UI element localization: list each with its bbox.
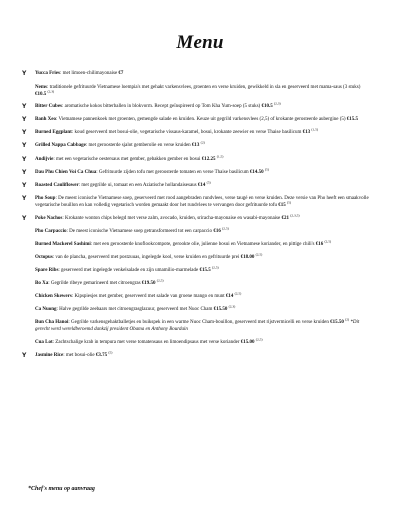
item-name: Grilled Nappa Cabbage (35, 143, 86, 148)
allergen-note: (2,5) (234, 291, 242, 296)
item-name: Pho Soup (35, 196, 56, 201)
menu-item (24, 116, 370, 123)
item-price: €13 (191, 143, 200, 148)
item-price: €15.5 (199, 268, 211, 273)
item-name: Jasmine Rice (35, 353, 64, 358)
allergen-note: (2) (200, 140, 205, 145)
item-name: Andijvie (35, 157, 54, 162)
menu-item (24, 70, 370, 77)
menu-item (24, 352, 370, 359)
item-price: €14 (225, 294, 234, 299)
menu-item (24, 169, 370, 176)
item-description: : De meest iconische Vietnamese soep, geserveerd met rood aangebraden rundvlees, verse taugé en verse kruiden. Deze versie van Pho heeft een smaakvolle vegetarische bouillon en kan volledig vegetarisch worden gemaakt door het rundvlees te vervangen door gefrituurde tofu (35, 196, 369, 208)
cocktail-glass-icon: Y (22, 103, 27, 110)
allergen-note: (5) (108, 350, 113, 355)
allergen-note: (2,3) (228, 304, 236, 309)
item-price: €7 (118, 71, 124, 76)
item-description: : Gegrilde varkensgehaktballetjes en buikspek in een warme Nuoc Cham-bouillon, geserveerd met rijstvermicelli en verse kruiden (68, 320, 331, 325)
menu-item (24, 319, 370, 333)
item-price: €21 (281, 216, 289, 221)
item-name: Burned Eggplant (35, 130, 72, 135)
item-name: Banh Xeo (35, 117, 56, 122)
item-price: €3.75 (95, 353, 108, 358)
item-name: Chicken Skewers (35, 294, 72, 299)
item-name: Poke Nachos (35, 216, 63, 221)
item-description: : Halve gegrilde zeebaars met citroengrasglazuur, geserveerd met Nuoc Cham (56, 307, 214, 312)
menu-item (24, 84, 370, 98)
cocktail-glass-icon: Y (22, 215, 27, 222)
cocktail-glass-icon: Y (22, 70, 27, 77)
cocktail-glass-icon: Y (22, 182, 27, 189)
allergen-note: (2,5) (324, 239, 332, 244)
item-price: €15 (278, 203, 286, 208)
cocktail-glass-icon: Y (22, 142, 27, 149)
item-name: Bitter Cubes (35, 104, 62, 109)
item-price: €16 (213, 229, 221, 234)
item-description: : Gegrilde ribeye gemarineerd met citroengras (48, 281, 142, 286)
item-description: : met een vegetarische oestersaus met gember, gebakken gember en bosui (53, 157, 202, 162)
menu-item (24, 306, 370, 313)
menu-item (24, 267, 370, 274)
menu-title: Menu (176, 32, 224, 53)
allergen-note: (2) (345, 317, 350, 322)
menu-item (24, 156, 370, 163)
allergen-note: (2,5) (222, 226, 229, 231)
menu-item (24, 142, 370, 149)
item-price: €15.50 (330, 320, 344, 325)
cocktail-glass-icon: Y (22, 116, 27, 123)
item-name: Spare Ribs (35, 268, 59, 273)
item-price: €15.50 (213, 307, 228, 312)
item-description: : koud geserveerd met bosui-olie, vegetarische vissaus-karamel, bosui, krokante zeewier en verse Thaise basilicum (71, 130, 303, 135)
item-name: Nems (35, 85, 47, 90)
item-name: Burned Mackerel Sashimi (35, 242, 91, 247)
menu-item (24, 129, 370, 136)
item-description: : met geroosterde sjalot gemberolie en verse kruiden (85, 143, 192, 148)
cocktail-glass-icon: Y (22, 195, 27, 202)
menu-item (24, 339, 370, 346)
item-name: Pho Carpaccio (35, 229, 67, 234)
item-description: : met limoen-chilimayonaise (59, 71, 119, 76)
item-description: : Gefrituurde zijden tofu met geroosterde tomaten en verse Thaise basilicum (96, 170, 250, 175)
menu-item (24, 254, 370, 261)
menu-item (24, 293, 370, 300)
item-name: Octopus (35, 255, 53, 260)
item-price: €13 (302, 130, 311, 135)
item-price: €14.50 (249, 170, 264, 175)
allergen-note: (2,5) (156, 278, 164, 283)
item-description: : Zachtschalige krab in tempura met verse tomatensaus en limoendipsaus met verse koriander (52, 340, 241, 345)
item-description: : aromatische kokos bitterballen in blokvorm. Recept geïnspireerd op Tom Kha Yum-soep (5 stuks) (62, 104, 262, 109)
item-price: €10.5 (35, 92, 47, 97)
item-description: : De meest iconische Vietnamese soep getransformeerd tot een carpaccio (66, 229, 214, 234)
item-price: €15.00 (240, 340, 255, 345)
item-description: : van de plancha, geserveerd met postzuuas, ingelegde kool, verse kruiden en gefrituurde prei (52, 255, 241, 260)
menu-item (24, 103, 370, 110)
item-remark: *Dit gerecht werd wereldberoemd dankzij president Obama en Anthony Bourdain (35, 320, 360, 332)
cocktail-glass-icon: Y (22, 169, 27, 176)
allergen-note: (1,5) (311, 127, 319, 132)
item-description: : met bosui-olie (63, 353, 96, 358)
allergen-note: (2,5) (211, 265, 219, 270)
item-description: : Krokante wonton chips belegd met verse zalm, avocado, kruiden, sriracha-mayonaise en wasabi-mayonaise (62, 216, 282, 221)
item-price: €10.5 (261, 104, 273, 109)
allergen-note: (5) (287, 200, 292, 205)
item-name: Cua Lot (35, 340, 53, 345)
menu-item (24, 241, 370, 248)
menu-item (24, 280, 370, 287)
menu-item (24, 195, 370, 209)
item-name: Bun Cha Hanoi (35, 320, 69, 325)
menu-list (24, 70, 370, 359)
item-name: Roasted Cauliflower (35, 183, 79, 188)
allergen-note: (2,5) (255, 252, 263, 257)
item-description: : Vietnamese pannenkoek met groenten, gemengde salade en kruiden. Keuze uit gegrild varkensvlees (2,5) of krokante gerosteerde aubergine (5) (55, 117, 347, 122)
menu-item (24, 215, 370, 222)
item-name: Ca Nuong (35, 307, 57, 312)
menu-item (24, 228, 370, 235)
allergen-note: (2,3) (47, 89, 55, 94)
cocktail-glass-icon: Y (22, 156, 27, 163)
item-description: : Kipspiesjes met gember, geserveerd met salade van groene mango en munt (71, 294, 226, 299)
item-description: : met een geroosterde knoflookcompote, gerookte olie, julienne bosui en Vietnamese koriander, en pittige chili's (90, 242, 316, 247)
allergen-note: (5) (206, 180, 211, 185)
item-description: : traditionele gefrituurde Vietnamese loempia's met gehakt varkensvlees, groenten en verse kruiden, gewikkeld in sla en geserveerd met mama-saus (3 stuks) (46, 85, 361, 90)
allergen-note: (5) (264, 167, 269, 172)
menu-item (24, 182, 370, 189)
item-name: Bo Xa (35, 281, 49, 286)
allergen-note: (2,5) (255, 337, 263, 342)
cocktail-glass-icon: Y (22, 129, 27, 136)
item-price: €15.5 (346, 117, 359, 122)
item-price: €14 (197, 183, 206, 188)
item-price: €16 (315, 242, 324, 247)
item-description: : met gegrilde ui, tomaat en een Aziatische hollandaisesaus (78, 183, 198, 188)
item-description: : geserveerd met ingelegde venkelsalade en zijn umamilio-marmelade (58, 268, 200, 273)
item-name: Dau Phu Chien Voi Ca Chua (35, 170, 97, 175)
item-name: Yucca Fries (35, 71, 60, 76)
allergen-note: (2,3) (273, 101, 281, 106)
cocktail-glass-icon: Y (22, 352, 27, 359)
item-price: €19.50 (141, 281, 156, 286)
item-price: €18.00 (240, 255, 255, 260)
item-price: €12.25 (201, 157, 216, 162)
chefs-menu-note: *Chef's menu op aanvraag (28, 486, 95, 492)
allergen-note: (1,5) (216, 154, 224, 159)
allergen-note: (2,3,5) (290, 213, 300, 218)
